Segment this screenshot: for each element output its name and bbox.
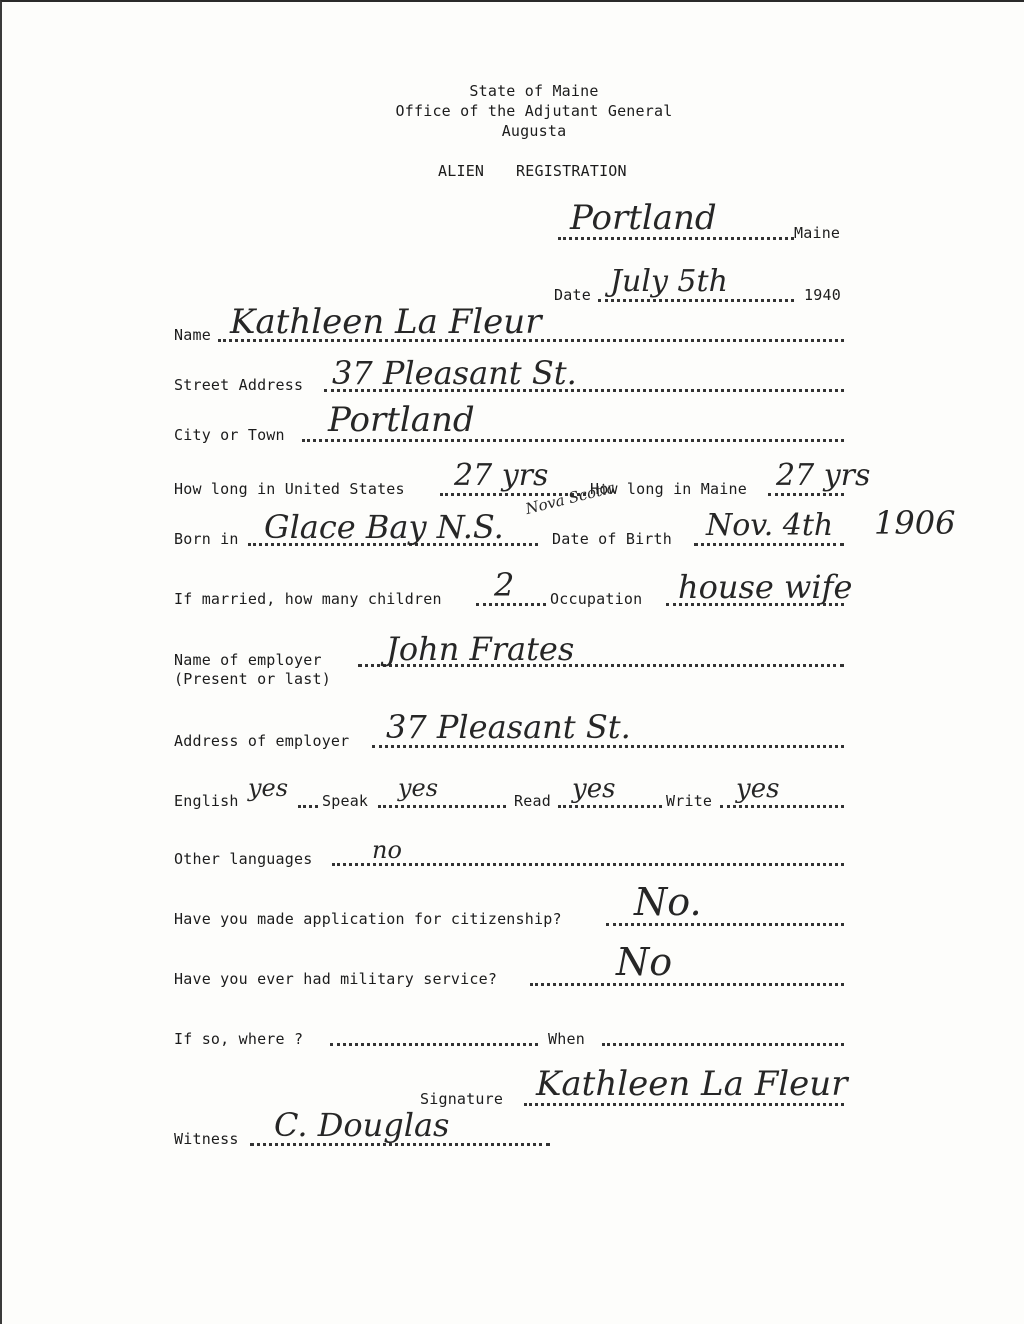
other-languages-dots [332,863,844,866]
read-value: yes [572,774,616,804]
english-dots [298,805,318,808]
city-label: City or Town [174,426,285,444]
employer-address-label: Address of employer [174,732,350,750]
when-dots [602,1043,844,1046]
speak-value: yes [398,774,439,802]
signature-value: Kathleen La Fleur [536,1064,848,1104]
witness-value: C. Douglas [274,1106,450,1144]
read-dots [558,805,662,808]
write-dots [720,805,844,808]
street-label: Street Address [174,376,304,394]
date-year: 1940 [804,286,841,304]
name-value: Kathleen La Fleur [230,302,542,342]
employer-name-label: Name of employer [174,651,322,669]
header-state: State of Maine [469,82,599,100]
dob-value: Nov. 4th [706,508,834,543]
title-registration: REGISTRATION [516,162,627,180]
dob-year: 1906 [874,504,956,542]
employer-address-value: 37 Pleasant St. [386,708,631,746]
date-value: July 5th [610,264,728,299]
dob-dots [694,543,844,546]
speak-dots [378,805,506,808]
how-long-maine-dots [768,493,844,496]
how-long-us-value: 27 yrs [454,458,549,493]
write-label: Write [666,792,713,810]
military-label: Have you ever had military service? [174,970,498,988]
born-in-note: Nova Scotia [523,478,618,518]
military-value: No [616,940,673,984]
title-alien: ALIEN [438,162,485,180]
other-languages-value: no [372,836,402,864]
name-label: Name [174,326,211,344]
citizenship-label: Have you made application for citizenship? [174,910,562,928]
place-value: Portland [570,198,717,238]
occupation-value: house wife [678,568,853,606]
witness-label: Witness [174,1130,239,1148]
street-value: 37 Pleasant St. [332,354,577,392]
other-languages-label: Other languages [174,850,313,868]
date-dots [598,299,794,302]
write-value: yes [736,774,780,804]
military-dots [530,983,844,986]
if-so-where-label: If so, where ? [174,1030,304,1048]
when-label: When [548,1030,585,1048]
signature-label: Signature [420,1090,504,1108]
english-value: yes [248,774,289,802]
place-state: Maine [794,224,841,242]
date-label: Date [554,286,591,304]
employer-name-value: John Frates [386,630,575,668]
born-in-value: Glace Bay N.S. [264,508,504,546]
how-long-us-label: How long in United States [174,480,405,498]
dob-label: Date of Birth [552,530,672,548]
header-city: Augusta [501,122,567,140]
citizenship-value: No. [634,880,702,924]
children-value: 2 [494,566,515,604]
occupation-label: Occupation [550,590,643,608]
if-so-where-dots [330,1043,538,1046]
english-label: English [174,792,239,810]
speak-label: Speak [322,792,369,810]
header-office: Office of the Adjutant General [395,102,673,120]
read-label: Read [514,792,551,810]
employer-name-sublabel: (Present or last) [174,670,331,688]
city-value: Portland [328,400,475,440]
how-long-maine-value: 27 yrs [776,458,871,493]
born-in-label: Born in [174,530,239,548]
children-label: If married, how many children [174,590,442,608]
how-long-maine-label: How long in Maine [590,480,747,498]
